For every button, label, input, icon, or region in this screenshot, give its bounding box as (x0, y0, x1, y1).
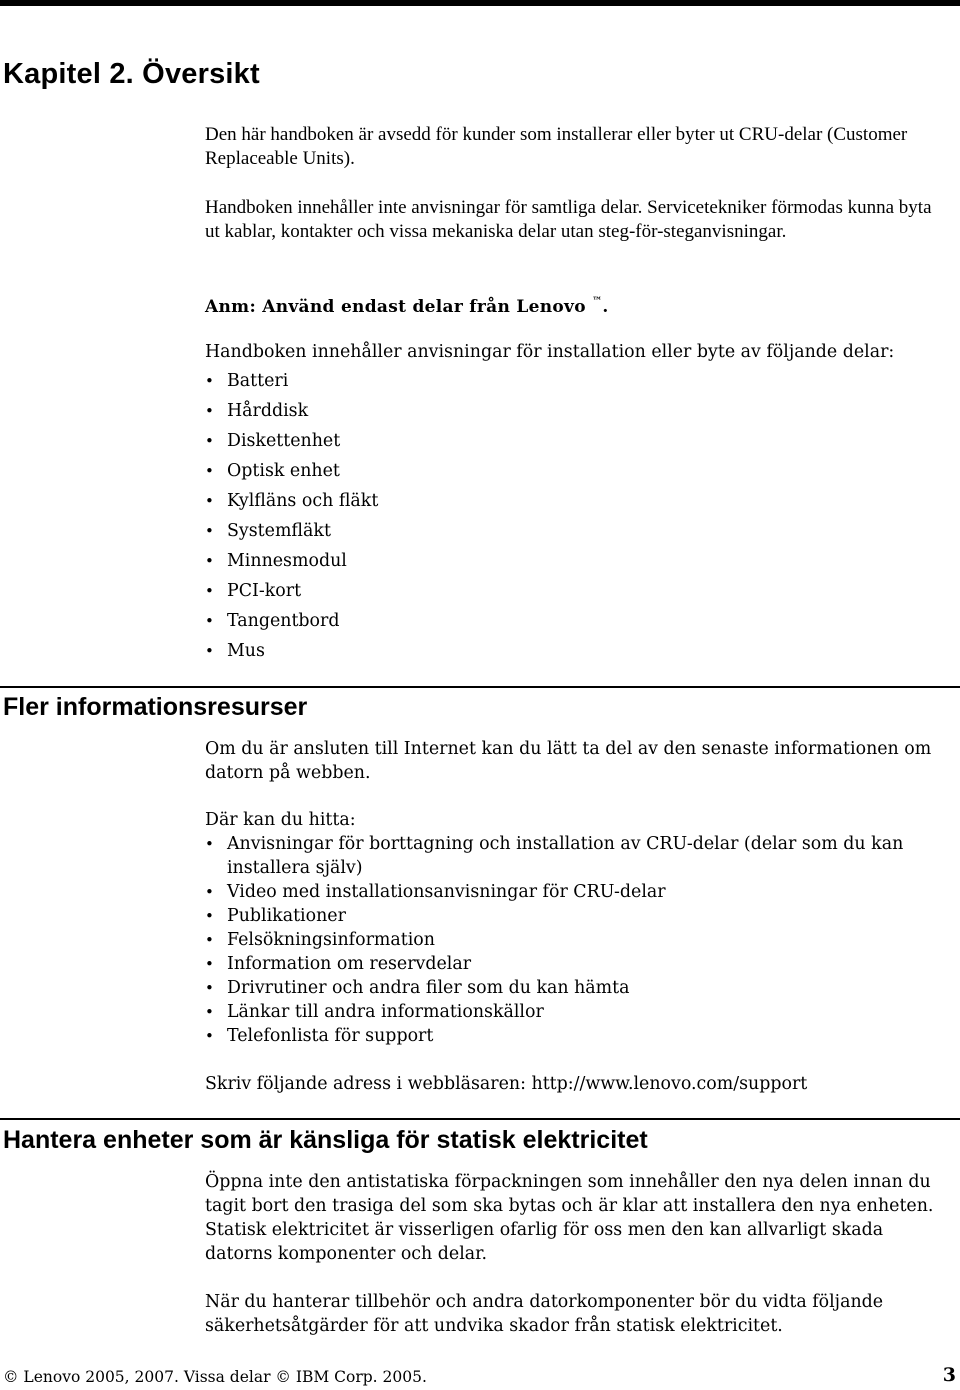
section-rule-static (0, 1118, 960, 1120)
static-paragraph-1: Öppna inte den antistatiska förpackningen som innehåller den nya delen innan du tagit bort den trasiga del som ska bytas och är klar att installera den nya enheten. Statisk elektricitet är visserligen ofarlig för oss men den kan allvarligt skada datorns komponenter och delar. (205, 1172, 934, 1264)
section-heading-static: Hantera enheter som är känsliga för statisk elektricitet (3, 1126, 648, 1154)
section-rule-resources (0, 686, 960, 688)
list-item: • Information om reservdelar (205, 952, 955, 976)
list-item: • Telefonlista för support (205, 1024, 955, 1048)
list-item: • Tangentbord (205, 606, 955, 636)
list-item: • Drivrutiner och andra filer som du kan hämta (205, 976, 955, 1000)
list-item: • Mus (205, 636, 955, 666)
list-item: • Kylfläns och fläkt (205, 486, 955, 516)
resources-list (205, 832, 955, 1048)
section-heading-resources: Fler informationsresurser (3, 693, 308, 721)
intro-paragraph-1: Den här handboken är avsedd för kunder som installerar eller byter ut CRU-delar (Customer Replaceable Units). (205, 124, 908, 169)
list-item: • Video med installationsanvisningar för CRU-delar (205, 880, 955, 904)
list-item: • Diskettenhet (205, 426, 955, 456)
list-item: • Systemfläkt (205, 516, 955, 546)
parts-list (205, 366, 955, 666)
static-paragraph-2: När du hanterar tillbehör och andra datorkomponenter bör du vidta följande säkerhetsåtgärder för att undvika skador från statisk elektricitet. (205, 1292, 884, 1336)
list-item: • Hårddisk (205, 396, 955, 426)
note-text: Anm: Använd endast delar från Lenovo (205, 297, 586, 317)
trademark-symbol: ™ (592, 296, 603, 307)
top-rule (0, 0, 960, 6)
parts-intro: Handboken innehåller anvisningar för installation eller byte av följande delar: (205, 342, 895, 362)
list-item: • Optisk enhet (205, 456, 955, 486)
list-item: • Minnesmodul (205, 546, 955, 576)
list-item: • Länkar till andra informationskällor (205, 1000, 955, 1024)
intro-paragraph-2: Handboken innehåller inte anvisningar för samtliga delar. Servicetekniker förmodas kunna byta ut kablar, kontakter och vissa mekaniska delar utan steg-för-steganvisningar. (205, 197, 932, 242)
list-item: • Batteri (205, 366, 955, 396)
footer-copyright: © Lenovo 2005, 2007. Vissa delar © IBM Corp. 2005. (3, 1368, 427, 1386)
list-item: • Felsökningsinformation (205, 928, 955, 952)
chapter-title: Kapitel 2. Översikt (3, 58, 260, 90)
resources-list-intro: Där kan du hitta: (205, 810, 356, 830)
list-item: • Publikationer (205, 904, 955, 928)
list-item: • Anvisningar för borttagning och installation av CRU-delar (delar som du kan installera själv) (205, 832, 955, 880)
support-address: Skriv följande adress i webbläsaren: http://www.lenovo.com/support (205, 1074, 808, 1094)
note-end: . (602, 297, 609, 317)
resources-paragraph: Om du är ansluten till Internet kan du lätt ta del av den senaste informationen om datorn på webben. (205, 739, 932, 783)
list-item: • PCI-kort (205, 576, 955, 606)
page-number: 3 (942, 1364, 956, 1386)
note (205, 290, 609, 319)
